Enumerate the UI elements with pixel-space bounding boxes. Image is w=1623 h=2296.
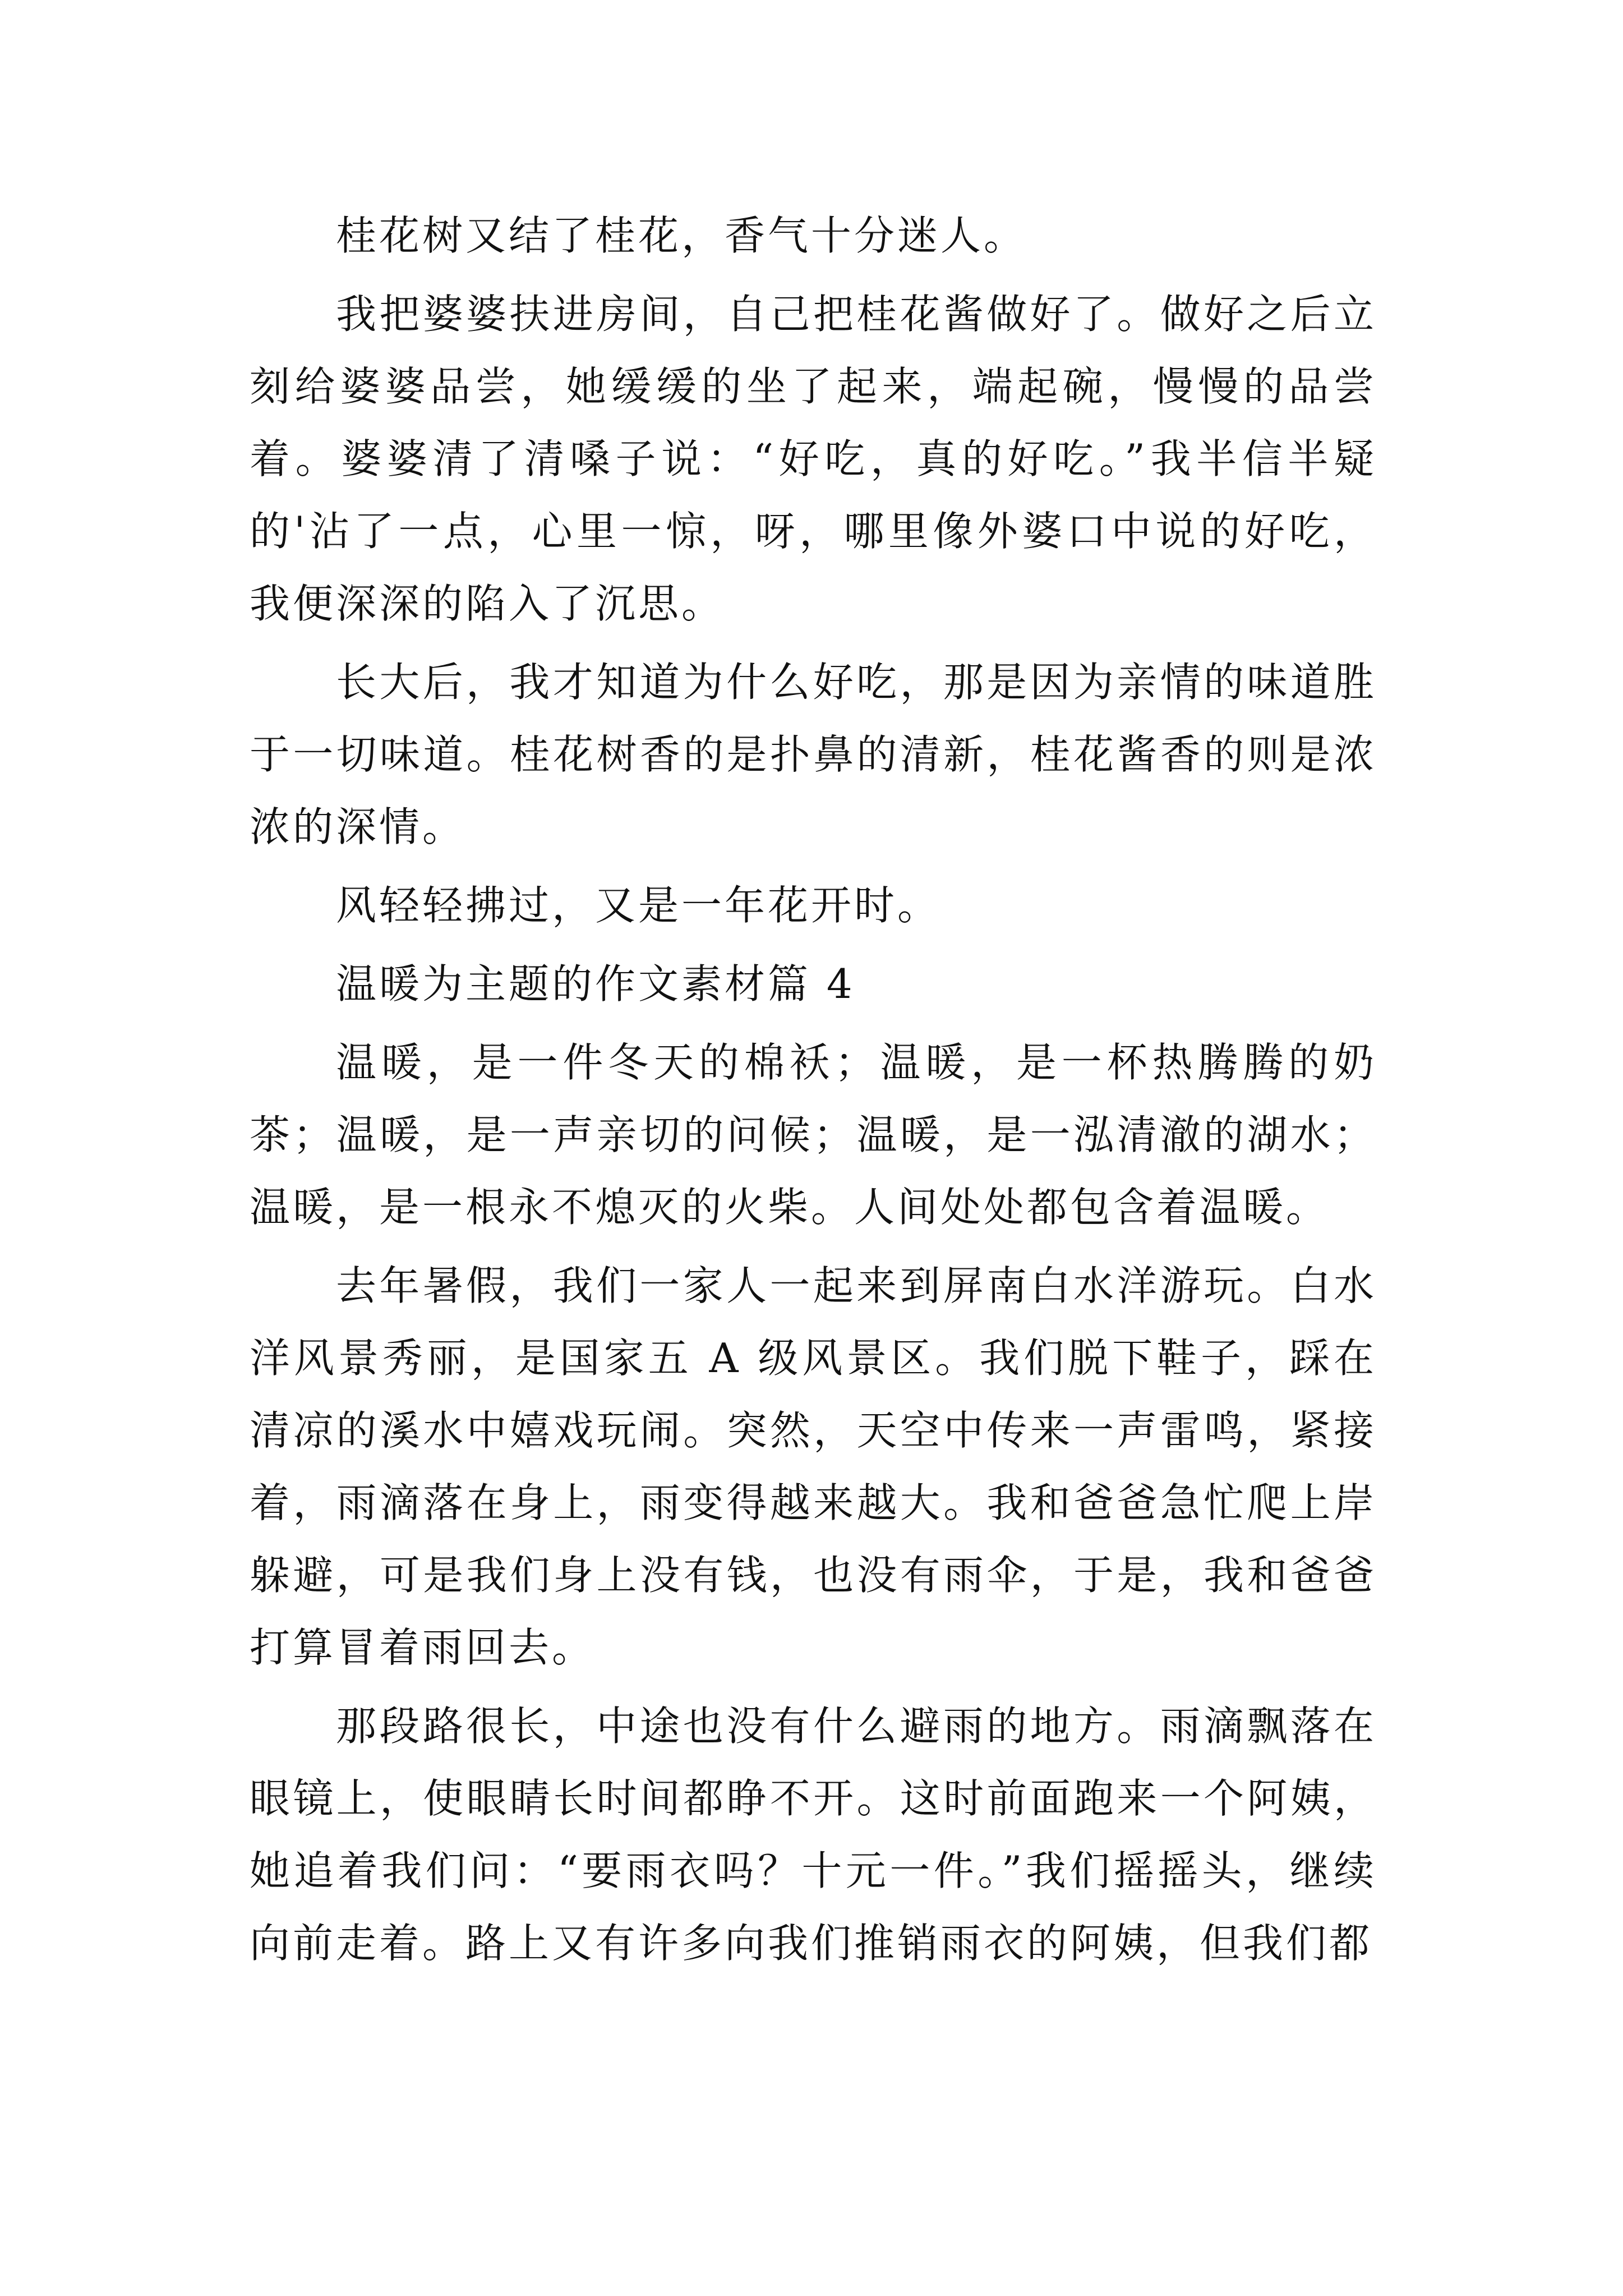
paragraph-6: 去年暑假，我们一家人一起来到屏南白水洋游玩。白水洋风景秀丽，是国家五 A 级风景区。我们脱下鞋子，踩在清凉的溪水中嬉戏玩闹。突然，天空中传来一声雷鸣，紧接着，雨滴落在身上，雨变得越来越大。我和爸爸急忙爬上岸躲避，可是我们身上没有钱，也没有雨伞，于是，我和爸爸打算冒着雨回去。 bbox=[250, 1262, 1377, 1671]
section-heading: 温暖为主题的作文素材篇 4 bbox=[336, 960, 855, 1007]
paragraph-7: 那段路很长，中途也没有什么避雨的地方。雨滴飘落在眼镜上，使眼睛长时间都睁不开。这时前面跑来一个阿姨，她追着我们问：“要雨衣吗？十元一件。”我们摇摇头，继续向前走着。路上又有许多向我们推销雨衣的阿姨，但我们都 bbox=[250, 1703, 1377, 1967]
paragraph-4: 风轻轻拂过，又是一年花开时。 bbox=[336, 882, 941, 929]
paragraph-3: 长大后，我才知道为什么好吃，那是因为亲情的味道胜于一切味道。桂花树香的是扑鼻的清新，桂花酱香的则是浓浓的深情。 bbox=[250, 659, 1377, 850]
paragraph-1: 桂花树又结了桂花，香气十分迷人。 bbox=[336, 212, 1027, 259]
document-body bbox=[250, 200, 1377, 1986]
paragraph-2: 我把婆婆扶进房间，自己把桂花酱做好了。做好之后立刻给婆婆品尝，她缓缓的坐了起来，端起碗，慢慢的品尝着。婆婆清了清嗓子说：“好吃，真的好吃。”我半信半疑的'沾了一点，心里一惊，呀，哪里像外婆口中说的好吃，我便深深的陷入了沉思。 bbox=[250, 291, 1377, 627]
paragraph-5: 温暖，是一件冬天的棉袄；温暖，是一杯热腾腾的奶茶；温暖，是一声亲切的问候；温暖，是一泓清澈的湖水；温暖，是一根永不熄灭的火柴。人间处处都包含着温暖。 bbox=[250, 1039, 1377, 1231]
